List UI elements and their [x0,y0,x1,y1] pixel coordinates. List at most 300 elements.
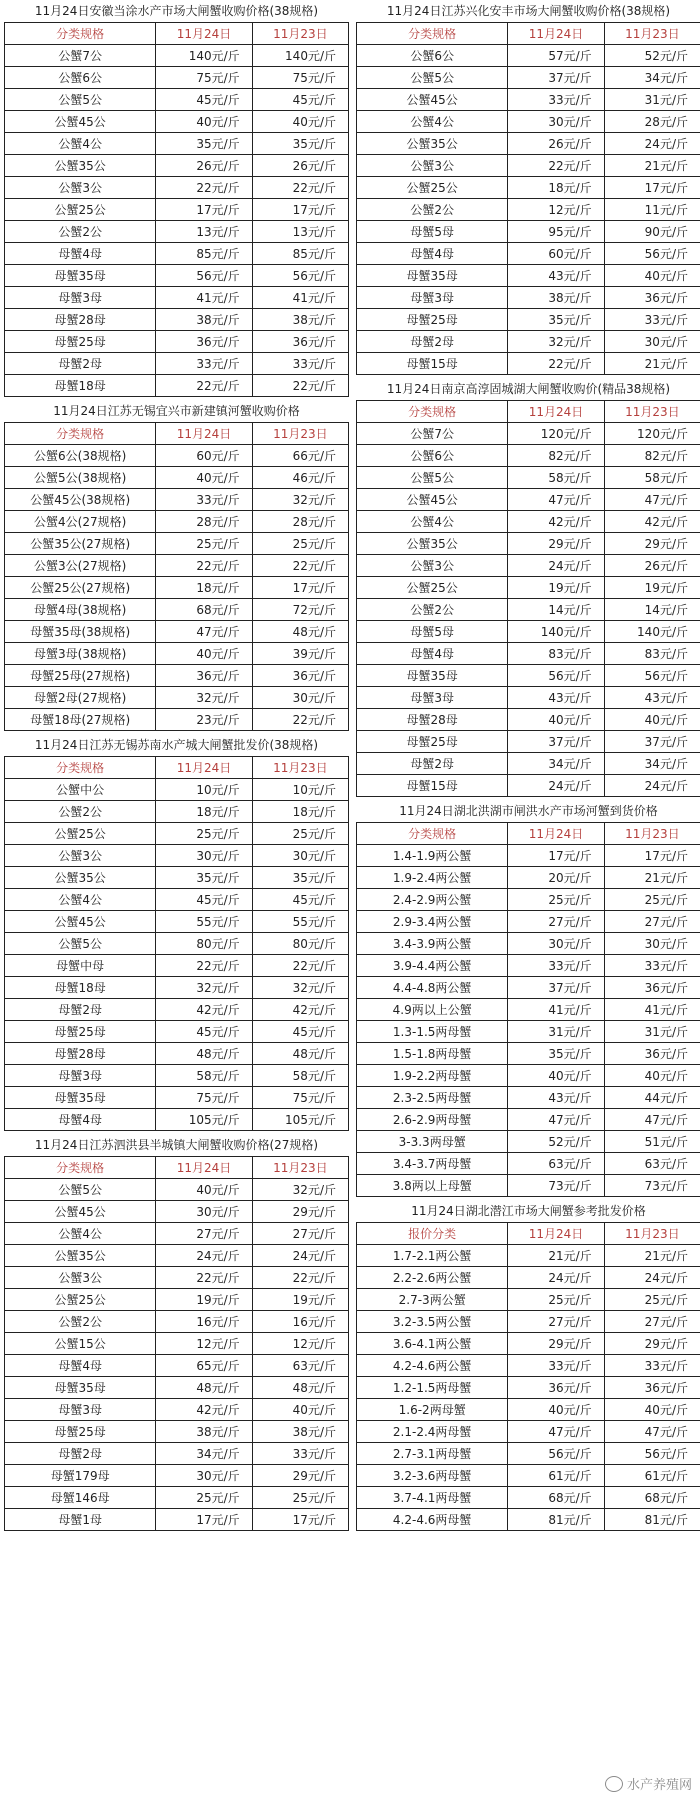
table-row [5,1109,349,1131]
table-row [5,133,349,155]
price-yesterday-cell: 40元/斤 [604,709,700,731]
header-yesterday: 11月23日 [604,823,700,845]
table-row [357,1311,700,1333]
price-today-cell: 13元/斤 [156,221,252,243]
price-yesterday-cell: 41元/斤 [252,287,348,309]
price-today-cell: 31元/斤 [508,1021,604,1043]
table-row [5,1443,349,1465]
table-row [357,555,700,577]
price-today-cell: 21元/斤 [508,1245,604,1267]
table-row [5,1487,349,1509]
price-yesterday-cell: 22元/斤 [252,177,348,199]
price-yesterday-cell: 34元/斤 [604,67,700,89]
price-today-cell: 45元/斤 [156,89,252,111]
category-cell: 4.9两以上公蟹 [357,999,508,1021]
header-category: 报价分类 [357,1223,508,1245]
category-cell: 公蟹4公 [357,511,508,533]
price-yesterday-cell: 56元/斤 [604,665,700,687]
table-row [5,955,349,977]
table-row [357,1289,700,1311]
category-cell: 母蟹4母 [5,243,156,265]
price-section [4,734,349,1131]
table-row [357,687,700,709]
price-today-cell: 12元/斤 [156,1333,252,1355]
table-row [5,467,349,489]
price-yesterday-cell: 35元/斤 [252,867,348,889]
category-cell: 公蟹3公 [5,845,156,867]
table-row [5,199,349,221]
table-row [5,779,349,801]
price-today-cell: 33元/斤 [508,89,604,111]
table-row [5,621,349,643]
price-yesterday-cell: 26元/斤 [252,155,348,177]
category-cell: 1.2-1.5两母蟹 [357,1377,508,1399]
header-yesterday: 11月23日 [252,1157,348,1179]
category-cell: 3.2-3.5两公蟹 [357,1311,508,1333]
table-row [5,1021,349,1043]
table-row [357,199,700,221]
category-cell: 公蟹25公 [357,577,508,599]
table-row [5,801,349,823]
price-today-cell: 61元/斤 [508,1465,604,1487]
section-title: 11月24日湖北潜江市场大闸蟹参考批发价格 [411,1204,646,1218]
price-yesterday-cell: 75元/斤 [252,1087,348,1109]
price-today-cell: 34元/斤 [156,1443,252,1465]
price-yesterday-cell: 48元/斤 [252,621,348,643]
price-yesterday-cell: 33元/斤 [604,955,700,977]
price-yesterday-cell: 21元/斤 [604,155,700,177]
price-yesterday-cell: 75元/斤 [252,67,348,89]
price-yesterday-cell: 16元/斤 [252,1311,348,1333]
table-row [357,155,700,177]
price-yesterday-cell: 85元/斤 [252,243,348,265]
table-row [357,111,700,133]
price-today-cell: 43元/斤 [508,687,604,709]
price-today-cell: 26元/斤 [156,155,252,177]
price-yesterday-cell: 29元/斤 [604,533,700,555]
price-yesterday-cell: 42元/斤 [252,999,348,1021]
section-title: 11月24日江苏无锡宜兴市新建镇河蟹收购价格 [53,404,300,418]
header-yesterday: 11月23日 [252,423,348,445]
price-today-cell: 24元/斤 [508,555,604,577]
category-cell: 母蟹28母 [5,309,156,331]
category-cell: 母蟹2母 [357,331,508,353]
price-today-cell: 37元/斤 [508,977,604,999]
price-today-cell: 81元/斤 [508,1509,604,1531]
table-row [5,445,349,467]
table-header-row [5,1157,349,1179]
category-cell: 公蟹5公 [357,467,508,489]
table-row [357,243,700,265]
table-row [5,511,349,533]
table-row [357,177,700,199]
price-today-cell: 17元/斤 [156,1509,252,1531]
price-yesterday-cell: 32元/斤 [252,1179,348,1201]
category-cell: 母蟹18母(27规格) [5,709,156,731]
price-today-cell: 29元/斤 [508,533,604,555]
section-title: 11月24日安徽当涂水产市场大闸蟹收购价格(38规格) [34,4,319,18]
category-cell: 公蟹5公 [5,89,156,111]
table-row [357,599,700,621]
price-today-cell: 40元/斤 [508,1065,604,1087]
category-cell: 2.7-3.1两母蟹 [357,1443,508,1465]
table-row [5,111,349,133]
table-row [357,775,700,797]
table-row [5,1267,349,1289]
table-row [5,533,349,555]
category-cell: 公蟹45公(38规格) [5,489,156,511]
price-yesterday-cell: 36元/斤 [604,287,700,309]
category-cell: 公蟹25公 [5,199,156,221]
category-cell: 公蟹35公 [5,1245,156,1267]
table-row [5,933,349,955]
category-cell: 公蟹3公 [357,555,508,577]
price-today-cell: 18元/斤 [508,177,604,199]
category-cell: 公蟹6公 [357,45,508,67]
price-yesterday-cell: 17元/斤 [604,177,700,199]
table-row [5,1311,349,1333]
category-cell: 母蟹35母(38规格) [5,621,156,643]
category-cell: 母蟹4母(38规格) [5,599,156,621]
price-yesterday-cell: 19元/斤 [252,1289,348,1311]
category-cell: 母蟹25母 [357,309,508,331]
price-today-cell: 24元/斤 [508,775,604,797]
table-row [5,599,349,621]
price-yesterday-cell: 39元/斤 [252,643,348,665]
price-today-cell: 43元/斤 [508,265,604,287]
price-table [356,22,700,375]
category-cell: 1.9-2.4两公蟹 [357,867,508,889]
table-row [5,221,349,243]
category-cell: 母蟹中母 [5,955,156,977]
table-row [357,731,700,753]
price-today-cell: 12元/斤 [508,199,604,221]
table-row [5,89,349,111]
table-row [357,643,700,665]
price-yesterday-cell: 36元/斤 [604,1377,700,1399]
price-yesterday-cell: 51元/斤 [604,1131,700,1153]
table-row [357,1065,700,1087]
table-row [5,687,349,709]
price-today-cell: 22元/斤 [156,375,252,397]
header-today: 11月24日 [508,1223,604,1245]
price-yesterday-cell: 83元/斤 [604,643,700,665]
category-cell: 2.1-2.4两母蟹 [357,1421,508,1443]
price-yesterday-cell: 13元/斤 [252,221,348,243]
category-cell: 公蟹35公(27规格) [5,533,156,555]
price-today-cell: 33元/斤 [508,955,604,977]
category-cell: 母蟹4母 [357,643,508,665]
price-yesterday-cell: 27元/斤 [604,911,700,933]
header-today: 11月24日 [156,757,252,779]
table-row [5,1333,349,1355]
price-yesterday-cell: 29元/斤 [252,1465,348,1487]
category-cell: 公蟹3公 [5,1267,156,1289]
price-yesterday-cell: 29元/斤 [604,1333,700,1355]
price-today-cell: 40元/斤 [508,1399,604,1421]
price-today-cell: 25元/斤 [156,1487,252,1509]
price-today-cell: 27元/斤 [508,911,604,933]
price-yesterday-cell: 19元/斤 [604,577,700,599]
table-header-row [5,757,349,779]
price-yesterday-cell: 40元/斤 [604,1399,700,1421]
category-cell: 母蟹4母 [357,243,508,265]
category-cell: 公蟹35公 [357,133,508,155]
category-cell: 公蟹3公 [5,177,156,199]
table-row [357,1087,700,1109]
price-today-cell: 25元/斤 [508,1289,604,1311]
category-cell: 公蟹4公 [357,111,508,133]
table-row [357,445,700,467]
category-cell: 公蟹6公(38规格) [5,445,156,467]
header-today: 11月24日 [508,23,604,45]
category-cell: 3.2-3.6两母蟹 [357,1465,508,1487]
price-yesterday-cell: 17元/斤 [252,1509,348,1531]
price-today-cell: 63元/斤 [508,1153,604,1175]
table-row [5,1465,349,1487]
price-yesterday-cell: 82元/斤 [604,445,700,467]
price-today-cell: 19元/斤 [156,1289,252,1311]
table-row [5,177,349,199]
table-row [5,1355,349,1377]
table-row [5,845,349,867]
price-today-cell: 80元/斤 [156,933,252,955]
category-cell: 公蟹6公 [5,67,156,89]
table-row [5,309,349,331]
table-row [5,1043,349,1065]
table-header-row [357,823,700,845]
table-row [5,243,349,265]
price-today-cell: 65元/斤 [156,1355,252,1377]
price-yesterday-cell: 40元/斤 [252,1399,348,1421]
price-table [4,22,349,397]
table-row [357,1153,700,1175]
table-row [357,665,700,687]
price-yesterday-cell: 25元/斤 [252,823,348,845]
category-cell: 3.6-4.1两公蟹 [357,1333,508,1355]
price-today-cell: 56元/斤 [508,1443,604,1465]
section-title: 11月24日南京高淳固城湖大闸蟹收购价(精品38规格) [386,382,671,396]
category-cell: 公蟹6公 [357,445,508,467]
table-row [5,489,349,511]
price-yesterday-cell: 24元/斤 [252,1245,348,1267]
price-today-cell: 45元/斤 [156,889,252,911]
price-yesterday-cell: 33元/斤 [252,353,348,375]
category-cell: 2.3-2.5两母蟹 [357,1087,508,1109]
category-cell: 母蟹25母 [357,731,508,753]
price-table [356,400,700,797]
category-cell: 母蟹2母(27规格) [5,687,156,709]
category-cell: 3.4-3.7两母蟹 [357,1153,508,1175]
price-yesterday-cell: 34元/斤 [604,753,700,775]
price-today-cell: 24元/斤 [508,1267,604,1289]
price-today-cell: 35元/斤 [508,1043,604,1065]
category-cell: 母蟹2母 [357,753,508,775]
price-section [356,378,700,797]
price-yesterday-cell: 21元/斤 [604,1245,700,1267]
category-cell: 1.3-1.5两母蟹 [357,1021,508,1043]
price-today-cell: 17元/斤 [508,845,604,867]
price-today-cell: 22元/斤 [156,1267,252,1289]
header-today: 11月24日 [156,23,252,45]
table-row [357,845,700,867]
table-row [5,643,349,665]
price-yesterday-cell: 25元/斤 [604,1289,700,1311]
category-cell: 母蟹2母 [5,353,156,375]
price-today-cell: 36元/斤 [156,665,252,687]
price-yesterday-cell: 45元/斤 [252,1021,348,1043]
price-today-cell: 29元/斤 [508,1333,604,1355]
table-header-row [5,23,349,45]
price-today-cell: 28元/斤 [156,511,252,533]
price-today-cell: 10元/斤 [156,779,252,801]
section-title: 11月24日湖北洪湖市闸洪水产市场河蟹到货价格 [399,804,658,818]
price-yesterday-cell: 35元/斤 [252,133,348,155]
section-title: 11月24日江苏泗洪县半城镇大闸蟹收购价格(27规格) [34,1138,319,1152]
price-yesterday-cell: 36元/斤 [252,665,348,687]
price-yesterday-cell: 22元/斤 [252,709,348,731]
category-cell: 公蟹2公 [5,221,156,243]
table-row [357,67,700,89]
price-yesterday-cell: 17元/斤 [252,199,348,221]
category-cell: 母蟹35母 [357,665,508,687]
price-today-cell: 33元/斤 [156,353,252,375]
price-today-cell: 47元/斤 [508,1421,604,1443]
price-section [356,800,700,1197]
price-today-cell: 18元/斤 [156,801,252,823]
price-section [4,400,349,731]
price-today-cell: 25元/斤 [156,823,252,845]
table-row [357,1245,700,1267]
price-yesterday-cell: 31元/斤 [604,1021,700,1043]
category-cell: 母蟹18母 [5,977,156,999]
price-yesterday-cell: 36元/斤 [252,331,348,353]
wechat-icon [605,1776,623,1792]
price-yesterday-cell: 21元/斤 [604,867,700,889]
price-yesterday-cell: 22元/斤 [252,555,348,577]
price-today-cell: 75元/斤 [156,1087,252,1109]
category-cell: 母蟹25母 [5,331,156,353]
table-row [5,1201,349,1223]
price-today-cell: 41元/斤 [156,287,252,309]
table-row [357,133,700,155]
price-yesterday-cell: 17元/斤 [604,845,700,867]
category-cell: 母蟹15母 [357,353,508,375]
price-today-cell: 60元/斤 [156,445,252,467]
price-today-cell: 30元/斤 [156,1201,252,1223]
price-today-cell: 41元/斤 [508,999,604,1021]
price-table [356,822,700,1197]
price-yesterday-cell: 40元/斤 [604,265,700,287]
category-cell: 母蟹3母 [5,287,156,309]
price-yesterday-cell: 21元/斤 [604,353,700,375]
price-section [4,1134,349,1531]
price-yesterday-cell: 36元/斤 [604,1043,700,1065]
table-row [357,423,700,445]
category-cell: 母蟹1母 [5,1509,156,1531]
price-yesterday-cell: 31元/斤 [604,89,700,111]
price-today-cell: 14元/斤 [508,599,604,621]
price-yesterday-cell: 58元/斤 [604,467,700,489]
price-today-cell: 35元/斤 [508,309,604,331]
price-yesterday-cell: 47元/斤 [604,1421,700,1443]
category-cell: 母蟹35母 [5,1377,156,1399]
price-yesterday-cell: 36元/斤 [604,977,700,999]
category-cell: 母蟹28母 [357,709,508,731]
table-row [357,1443,700,1465]
price-yesterday-cell: 42元/斤 [604,511,700,533]
category-cell: 公蟹2公 [357,599,508,621]
price-today-cell: 82元/斤 [508,445,604,467]
table-row [5,1223,349,1245]
category-cell: 1.7-2.1两公蟹 [357,1245,508,1267]
table-row [357,1399,700,1421]
price-yesterday-cell: 25元/斤 [252,533,348,555]
price-yesterday-cell: 30元/斤 [252,845,348,867]
category-cell: 1.6-2两母蟹 [357,1399,508,1421]
price-yesterday-cell: 56元/斤 [604,243,700,265]
table-header-row [357,401,700,423]
category-cell: 1.4-1.9两公蟹 [357,845,508,867]
table-row [5,1509,349,1531]
price-yesterday-cell: 18元/斤 [252,801,348,823]
price-yesterday-cell: 29元/斤 [252,1201,348,1223]
price-today-cell: 47元/斤 [508,489,604,511]
price-today-cell: 25元/斤 [508,889,604,911]
price-yesterday-cell: 45元/斤 [252,89,348,111]
price-today-cell: 23元/斤 [156,709,252,731]
table-row [357,1355,700,1377]
table-row [357,1487,700,1509]
price-today-cell: 73元/斤 [508,1175,604,1197]
category-cell: 1.5-1.8两母蟹 [357,1043,508,1065]
category-cell: 3-3.3两母蟹 [357,1131,508,1153]
price-table [4,1156,349,1531]
price-today-cell: 48元/斤 [156,1377,252,1399]
price-today-cell: 42元/斤 [156,999,252,1021]
price-yesterday-cell: 48元/斤 [252,1377,348,1399]
price-today-cell: 18元/斤 [156,577,252,599]
category-cell: 4.4-4.8两公蟹 [357,977,508,999]
table-row [357,867,700,889]
table-row [357,489,700,511]
price-today-cell: 68元/斤 [508,1487,604,1509]
category-cell: 1.9-2.2两母蟹 [357,1065,508,1087]
table-row [357,45,700,67]
category-cell: 公蟹25公 [5,823,156,845]
price-yesterday-cell: 22元/斤 [252,1267,348,1289]
table-row [357,309,700,331]
category-cell: 3.4-3.9两公蟹 [357,933,508,955]
price-yesterday-cell: 22元/斤 [252,375,348,397]
table-row [357,331,700,353]
price-yesterday-cell: 27元/斤 [604,1311,700,1333]
table-row [357,221,700,243]
price-today-cell: 37元/斤 [508,67,604,89]
price-today-cell: 24元/斤 [156,1245,252,1267]
price-today-cell: 40元/斤 [508,709,604,731]
price-today-cell: 47元/斤 [508,1109,604,1131]
price-yesterday-cell: 24元/斤 [604,1267,700,1289]
price-today-cell: 42元/斤 [156,1399,252,1421]
price-today-cell: 27元/斤 [156,1223,252,1245]
price-yesterday-cell: 12元/斤 [252,1333,348,1355]
price-today-cell: 140元/斤 [508,621,604,643]
header-yesterday: 11月23日 [604,1223,700,1245]
category-cell: 4.2-4.6两母蟹 [357,1509,508,1531]
category-cell: 母蟹15母 [357,775,508,797]
category-cell: 2.4-2.9两公蟹 [357,889,508,911]
